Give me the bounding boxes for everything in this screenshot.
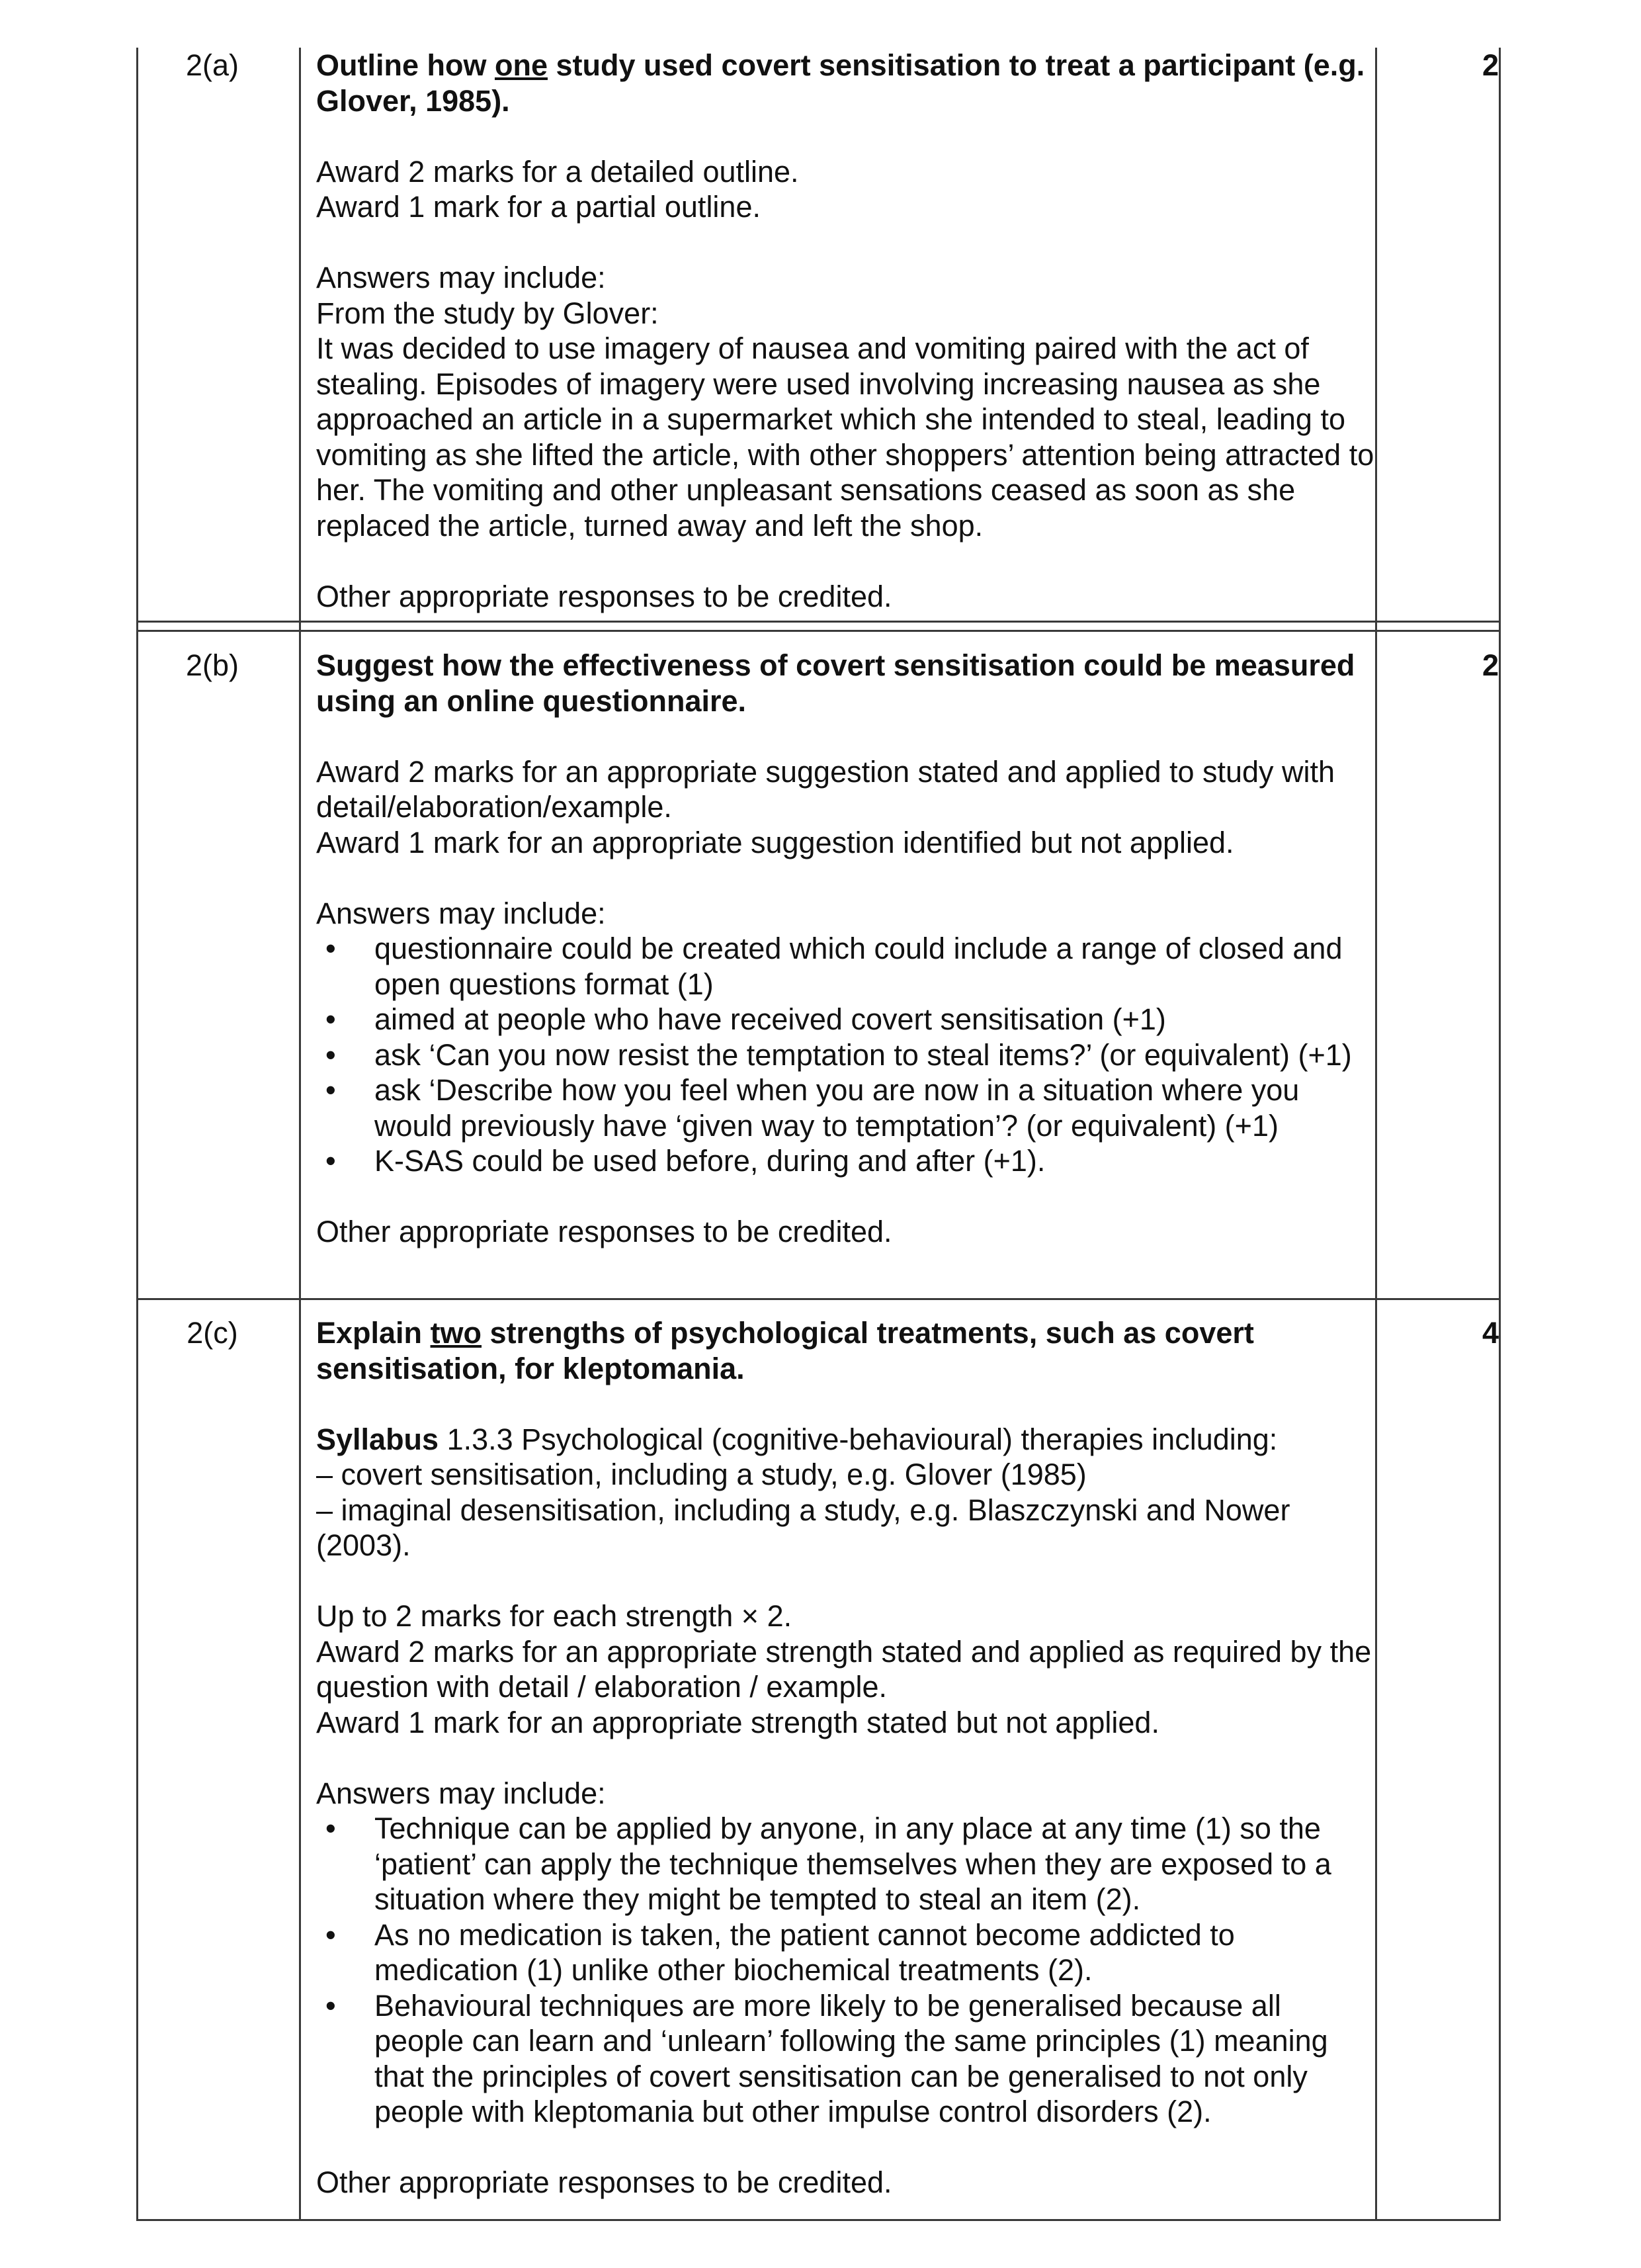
syllabus-item: – covert sensitisation, including a study, e.g. Glover (1985) bbox=[316, 1458, 1087, 1491]
question-content bbox=[316, 48, 1374, 614]
answer-bullets bbox=[316, 1811, 1374, 2130]
syllabus-item: – imaginal desensitisation, including a study, e.g. Blaszczynski and Nower (2003). bbox=[316, 1493, 1290, 1562]
answer-bullet: • ask ‘Can you now resist the temptation to steal items?’ (or equivalent) (+1) bbox=[316, 1037, 1374, 1073]
answer-bullet: • Behavioural techniques are more likely to be generalised because all people can learn and ‘unlearn’ following the same principles (1) meaning that the principles of covert sensitisation can be generalised to not only people with kleptomania but other impulse control disorders (2). bbox=[316, 1988, 1374, 2130]
marks-value: 2 bbox=[1482, 48, 1499, 82]
table-border-col1 bbox=[299, 48, 301, 2220]
question-number: 2(b) bbox=[185, 648, 239, 682]
award-line: Award 2 marks for an appropriate strength stated and applied as required by the question with detail / elaboration / example. bbox=[316, 1634, 1372, 1704]
row-divider-b bbox=[136, 1298, 1501, 1300]
credit-note: Other appropriate responses to be credited. bbox=[316, 579, 892, 613]
answer-bullet: • Technique can be applied by anyone, in any place at any time (1) so the ‘patient’ can apply the technique themselves when they are exposed to a situation where they might be tempted to steal an item (2). bbox=[316, 1811, 1374, 1917]
answers-heading: Answers may include: bbox=[316, 896, 606, 930]
credit-note: Other appropriate responses to be credited. bbox=[316, 2165, 892, 2199]
answer-bullet: • ask ‘Describe how you feel when you are now in a situation where you would previously have ‘given way to temptation’? (or equivalent) (+1) bbox=[316, 1072, 1374, 1143]
answer-bullet: • As no medication is taken, the patient cannot become addicted to medication (1) unlike other biochemical treatments (2). bbox=[316, 1917, 1374, 1988]
answer-bullets bbox=[316, 931, 1374, 1179]
syllabus-reference: Syllabus 1.3.3 Psychological (cognitive-behavioural) therapies including: bbox=[316, 1422, 1278, 1456]
credit-note: Other appropriate responses to be credited. bbox=[316, 1215, 892, 1248]
marks-value: 4 bbox=[1482, 1316, 1499, 1350]
question-number: 2(a) bbox=[185, 48, 239, 82]
award-line: Award 1 mark for an appropriate strength stated but not applied. bbox=[316, 1705, 1159, 1739]
question-stem: Explain two strengths of psychological treatments, such as covert sensitisation, for kleptomania. bbox=[316, 1316, 1254, 1385]
table-border-right bbox=[1499, 48, 1501, 2220]
answer-bullet: • aimed at people who have received covert sensitisation (+1) bbox=[316, 1002, 1374, 1037]
question-content bbox=[316, 648, 1374, 1250]
table-bottom-border bbox=[136, 2219, 1501, 2221]
marks-value: 2 bbox=[1482, 648, 1499, 682]
question-stem: Suggest how the effectiveness of covert sensitisation could be measured using an online questionnaire. bbox=[316, 648, 1355, 718]
question-content bbox=[316, 1315, 1374, 2201]
answer-bullet: • K-SAS could be used before, during and after (+1). bbox=[316, 1143, 1374, 1179]
award-line: Award 2 marks for a detailed outline. bbox=[316, 154, 799, 189]
award-line: Award 2 marks for an appropriate suggestion stated and applied to study with detail/elaboration/example. bbox=[316, 754, 1335, 824]
answers-intro: From the study by Glover: bbox=[316, 296, 659, 330]
answers-heading: Answers may include: bbox=[316, 261, 606, 294]
award-line: Up to 2 marks for each strength × 2. bbox=[316, 1599, 792, 1633]
answers-heading: Answers may include: bbox=[316, 1776, 606, 1810]
award-line: Award 1 mark for a partial outline. bbox=[316, 190, 761, 224]
answer-bullet: • questionnaire could be created which could include a range of closed and open questions format (1) bbox=[316, 931, 1374, 1002]
row-divider-a-2 bbox=[136, 630, 1501, 632]
answers-text: It was decided to use imagery of nausea and vomiting paired with the act of stealing. Episodes of imagery were used involving increasing nausea as she approached an article in a supermarket which she intended to steal, leading to vomiting as she lifted the article, with other shoppers’ attention being attracted to her. The vomiting and other unpleasant sensations ceased as soon as she replaced the article, turned away and left the shop. bbox=[316, 331, 1374, 543]
table-border-left bbox=[136, 48, 138, 2220]
row-divider-a-1 bbox=[136, 621, 1501, 623]
award-line: Award 1 mark for an appropriate suggestion identified but not applied. bbox=[316, 825, 1234, 859]
question-number: 2(c) bbox=[187, 1316, 238, 1350]
question-stem: Outline how one study used covert sensitisation to treat a participant (e.g. Glover, 1985). bbox=[316, 48, 1365, 118]
table-border-col2 bbox=[1375, 48, 1377, 2220]
